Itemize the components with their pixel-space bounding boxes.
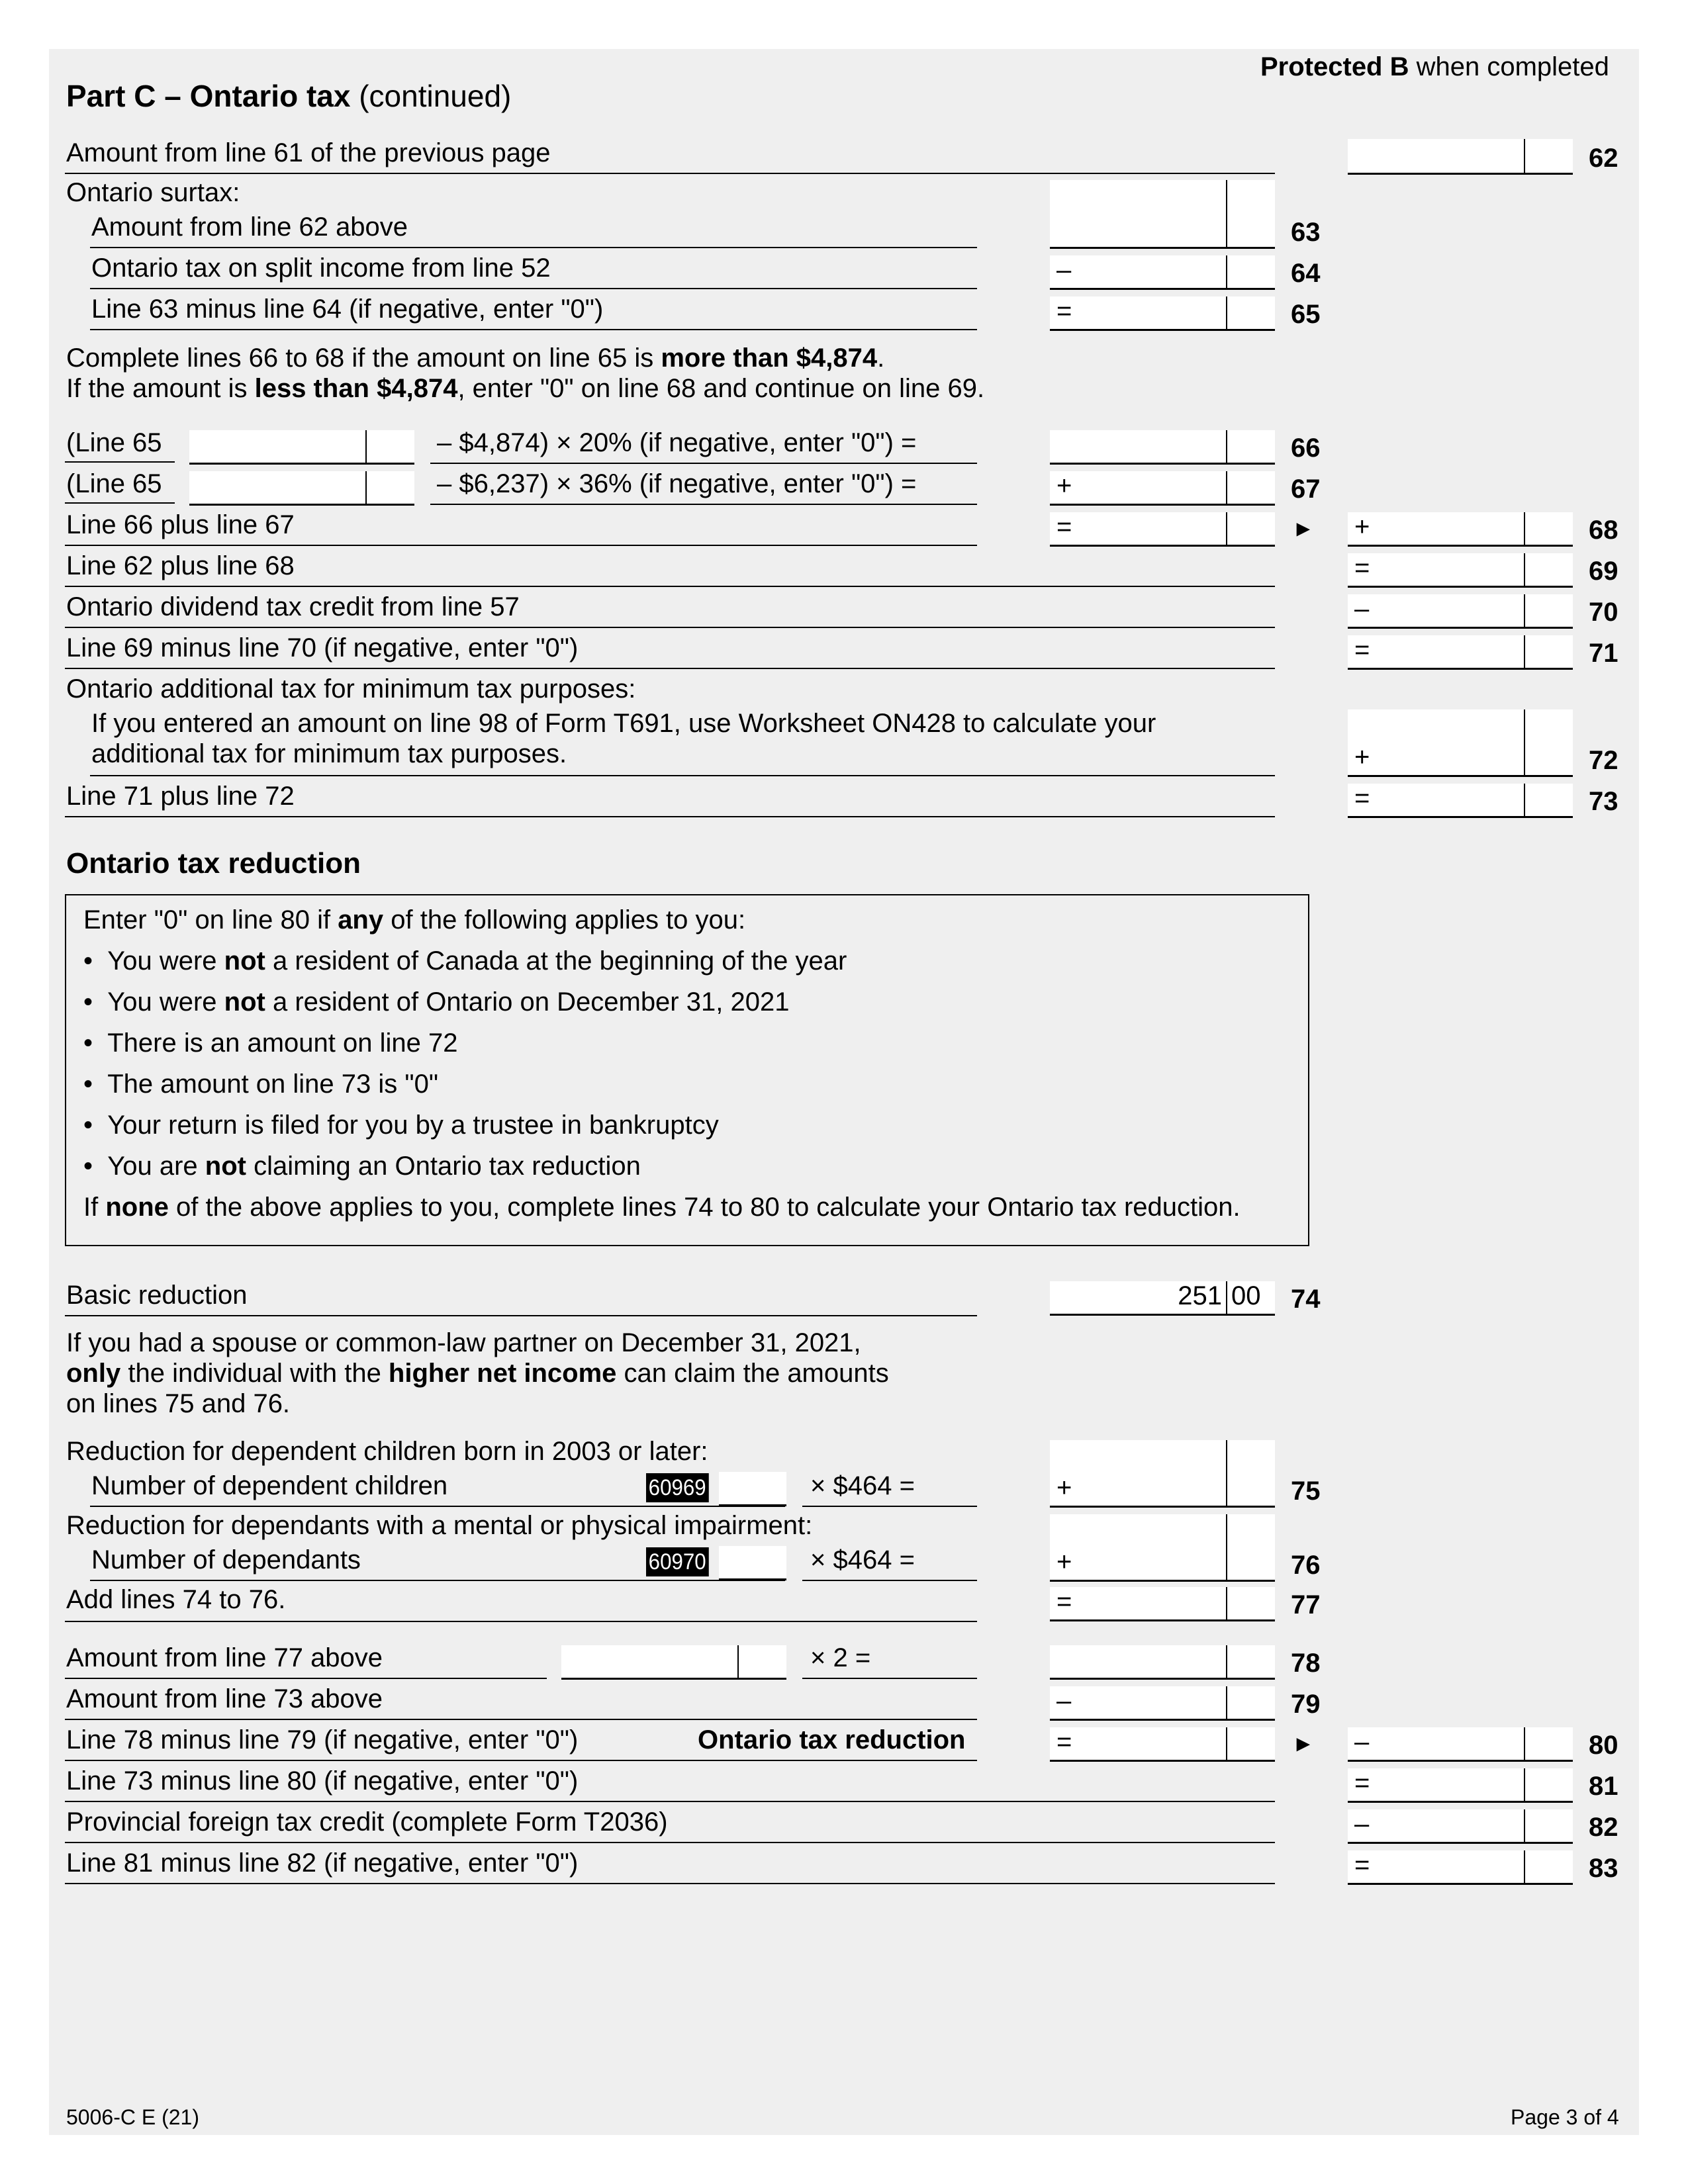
line-number-79: 79 <box>1291 1690 1321 1719</box>
line-78-amount-field[interactable] <box>561 1645 786 1680</box>
line-76-count-field[interactable] <box>719 1546 786 1580</box>
line-67-amount-field[interactable] <box>189 471 414 506</box>
line-number-82: 82 <box>1589 1813 1618 1842</box>
complete-instruction: Complete lines 66 to 68 if the amount on line 65 is more than $4,874. <box>66 343 885 373</box>
line-72-text-2: additional tax for minimum tax purposes. <box>91 739 567 768</box>
arrow-icon: ► <box>1292 1731 1315 1756</box>
line-64-field[interactable]: – <box>1050 255 1275 290</box>
line-69-label: Line 62 plus line 68 <box>66 551 295 580</box>
dependants-heading: Reduction for dependants with a mental or physical impairment: <box>66 1511 813 1540</box>
line-82-label: Provincial foreign tax credit (complete Form T2036) <box>66 1807 668 1837</box>
line-66-field[interactable] <box>1050 430 1275 465</box>
spouse-text-2: only the individual with the higher net income can claim the amounts <box>66 1359 889 1388</box>
line-76-field[interactable]: + <box>1050 1514 1275 1582</box>
line-80-field[interactable]: – <box>1348 1727 1573 1762</box>
line-number-81: 81 <box>1589 1772 1618 1801</box>
line-76-code: 60970 <box>646 1547 708 1576</box>
line-number-70: 70 <box>1589 598 1618 627</box>
line-77-field[interactable]: = <box>1050 1587 1275 1621</box>
line-number-77: 77 <box>1291 1590 1321 1619</box>
line-68-left-field[interactable]: = <box>1050 512 1275 547</box>
line-number-76: 76 <box>1291 1551 1321 1580</box>
line-number-62: 62 <box>1589 144 1618 173</box>
line-83-label: Line 81 minus line 82 (if negative, enter "0") <box>66 1848 579 1878</box>
line-63-field[interactable] <box>1050 180 1275 249</box>
eligibility-none: If none of the above applies to you, complete lines 74 to 80 to calculate your Ontario tax reduction. <box>83 1193 1241 1222</box>
line-67-formula: – $6,237) × 36% (if negative, enter "0") = <box>437 469 917 498</box>
line-71-label: Line 69 minus line 70 (if negative, enter "0") <box>66 633 579 662</box>
line-70-label: Ontario dividend tax credit from line 57 <box>66 592 520 621</box>
ontario-tax-reduction-label: Ontario tax reduction <box>698 1725 966 1754</box>
line-72-heading: Ontario additional tax for minimum tax purposes: <box>66 674 636 704</box>
line-81-label: Line 73 minus line 80 (if negative, enter "0") <box>66 1766 579 1796</box>
line-number-71: 71 <box>1589 639 1618 668</box>
children-heading: Reduction for dependent children born in 2003 or later: <box>66 1437 708 1466</box>
line-82-field[interactable]: – <box>1348 1809 1573 1844</box>
arrow-icon: ► <box>1292 516 1315 541</box>
line-number-65: 65 <box>1291 300 1321 329</box>
line-number-78: 78 <box>1291 1649 1321 1678</box>
line-number-63: 63 <box>1291 218 1321 247</box>
line-80-label: Line 78 minus line 79 (if negative, enter "0") <box>66 1725 579 1754</box>
line-65-label: Line 63 minus line 64 (if negative, enter "0") <box>91 295 604 324</box>
spouse-text-1: If you had a spouse or common-law partner on December 31, 2021, <box>66 1328 861 1357</box>
line-75-label: Number of dependent children <box>91 1471 448 1500</box>
line-62-field[interactable] <box>1348 139 1573 175</box>
line-73-field[interactable]: = <box>1348 784 1573 818</box>
line-79-field[interactable]: – <box>1050 1686 1275 1721</box>
line-number-68: 68 <box>1589 516 1618 545</box>
spouse-text-3: on lines 75 and 76. <box>66 1389 291 1418</box>
eligibility-bullet: • There is an amount on line 72 <box>83 1028 458 1058</box>
line-76-rate: × $464 = <box>810 1545 915 1574</box>
line-80-left-field[interactable]: = <box>1050 1727 1275 1762</box>
line-65-field[interactable]: = <box>1050 296 1275 331</box>
reduction-heading: Ontario tax reduction <box>66 847 361 880</box>
line-71-field[interactable]: = <box>1348 635 1573 670</box>
line-74-label: Basic reduction <box>66 1281 248 1310</box>
line-68-label: Line 66 plus line 67 <box>66 510 295 539</box>
line-66-formula: – $4,874) × 20% (if negative, enter "0") = <box>437 428 917 457</box>
line-number-72: 72 <box>1589 746 1618 775</box>
line-62-label: Amount from line 61 of the previous page <box>66 138 551 167</box>
line-70-field[interactable]: – <box>1348 594 1573 629</box>
line-number-74: 74 <box>1291 1285 1321 1314</box>
line-72-field[interactable]: + <box>1348 709 1573 777</box>
line-69-field[interactable]: = <box>1348 553 1573 588</box>
line-78-multiplier: × 2 = <box>810 1643 871 1672</box>
line-number-83: 83 <box>1589 1854 1618 1883</box>
surtax-heading: Ontario surtax: <box>66 178 240 207</box>
line-67-label: (Line 65 <box>66 469 162 498</box>
protected-b-notice: Protected B when completed <box>1260 52 1609 81</box>
eligibility-intro: Enter "0" on line 80 if any of the following applies to you: <box>83 905 746 934</box>
line-number-69: 69 <box>1589 557 1618 586</box>
line-78-field[interactable] <box>1050 1645 1275 1680</box>
line-67-field[interactable]: + <box>1050 471 1275 506</box>
line-number-75: 75 <box>1291 1477 1321 1506</box>
eligibility-bullet: • The amount on line 73 is "0" <box>83 1069 439 1099</box>
line-78-label: Amount from line 77 above <box>66 1643 383 1672</box>
line-75-field[interactable]: + <box>1050 1440 1275 1508</box>
line-63-label: Amount from line 62 above <box>91 212 408 242</box>
line-72-text-1: If you entered an amount on line 98 of Form T691, use Worksheet ON428 to calculate your <box>91 709 1156 738</box>
line-75-count-field[interactable] <box>719 1472 786 1506</box>
line-77-label: Add lines 74 to 76. <box>66 1585 286 1614</box>
line-81-field[interactable]: = <box>1348 1768 1573 1803</box>
eligibility-bullet: • You are not claiming an Ontario tax reduction <box>83 1152 641 1181</box>
line-64-label: Ontario tax on split income from line 52 <box>91 253 551 283</box>
line-75-code: 60969 <box>646 1473 708 1502</box>
eligibility-bullet: • You were not a resident of Ontario on December 31, 2021 <box>83 987 790 1017</box>
line-68-field[interactable]: + <box>1348 512 1573 547</box>
line-number-73: 73 <box>1589 787 1618 816</box>
line-75-rate: × $464 = <box>810 1471 915 1500</box>
line-number-67: 67 <box>1291 475 1321 504</box>
eligibility-box <box>65 894 1309 1246</box>
page-number: Page 3 of 4 <box>1511 2105 1619 2129</box>
line-83-field[interactable]: = <box>1348 1850 1573 1885</box>
less-than-instruction: If the amount is less than $4,874, enter "0" on line 68 and continue on line 69. <box>66 374 985 403</box>
line-66-label: (Line 65 <box>66 428 162 457</box>
eligibility-bullet: • Your return is filed for you by a trustee in bankruptcy <box>83 1111 719 1140</box>
part-title: Part C – Ontario tax (continued) <box>66 79 512 113</box>
line-76-label: Number of dependants <box>91 1545 361 1574</box>
line-66-amount-field[interactable] <box>189 430 414 465</box>
form-id: 5006-C E (21) <box>66 2105 199 2129</box>
line-74-field[interactable]: 251 00 <box>1050 1281 1275 1316</box>
line-number-66: 66 <box>1291 433 1321 463</box>
line-73-label: Line 71 plus line 72 <box>66 782 295 811</box>
line-number-64: 64 <box>1291 259 1321 288</box>
line-number-80: 80 <box>1589 1731 1618 1760</box>
eligibility-bullet: • You were not a resident of Canada at the beginning of the year <box>83 946 847 976</box>
line-79-label: Amount from line 73 above <box>66 1684 383 1713</box>
